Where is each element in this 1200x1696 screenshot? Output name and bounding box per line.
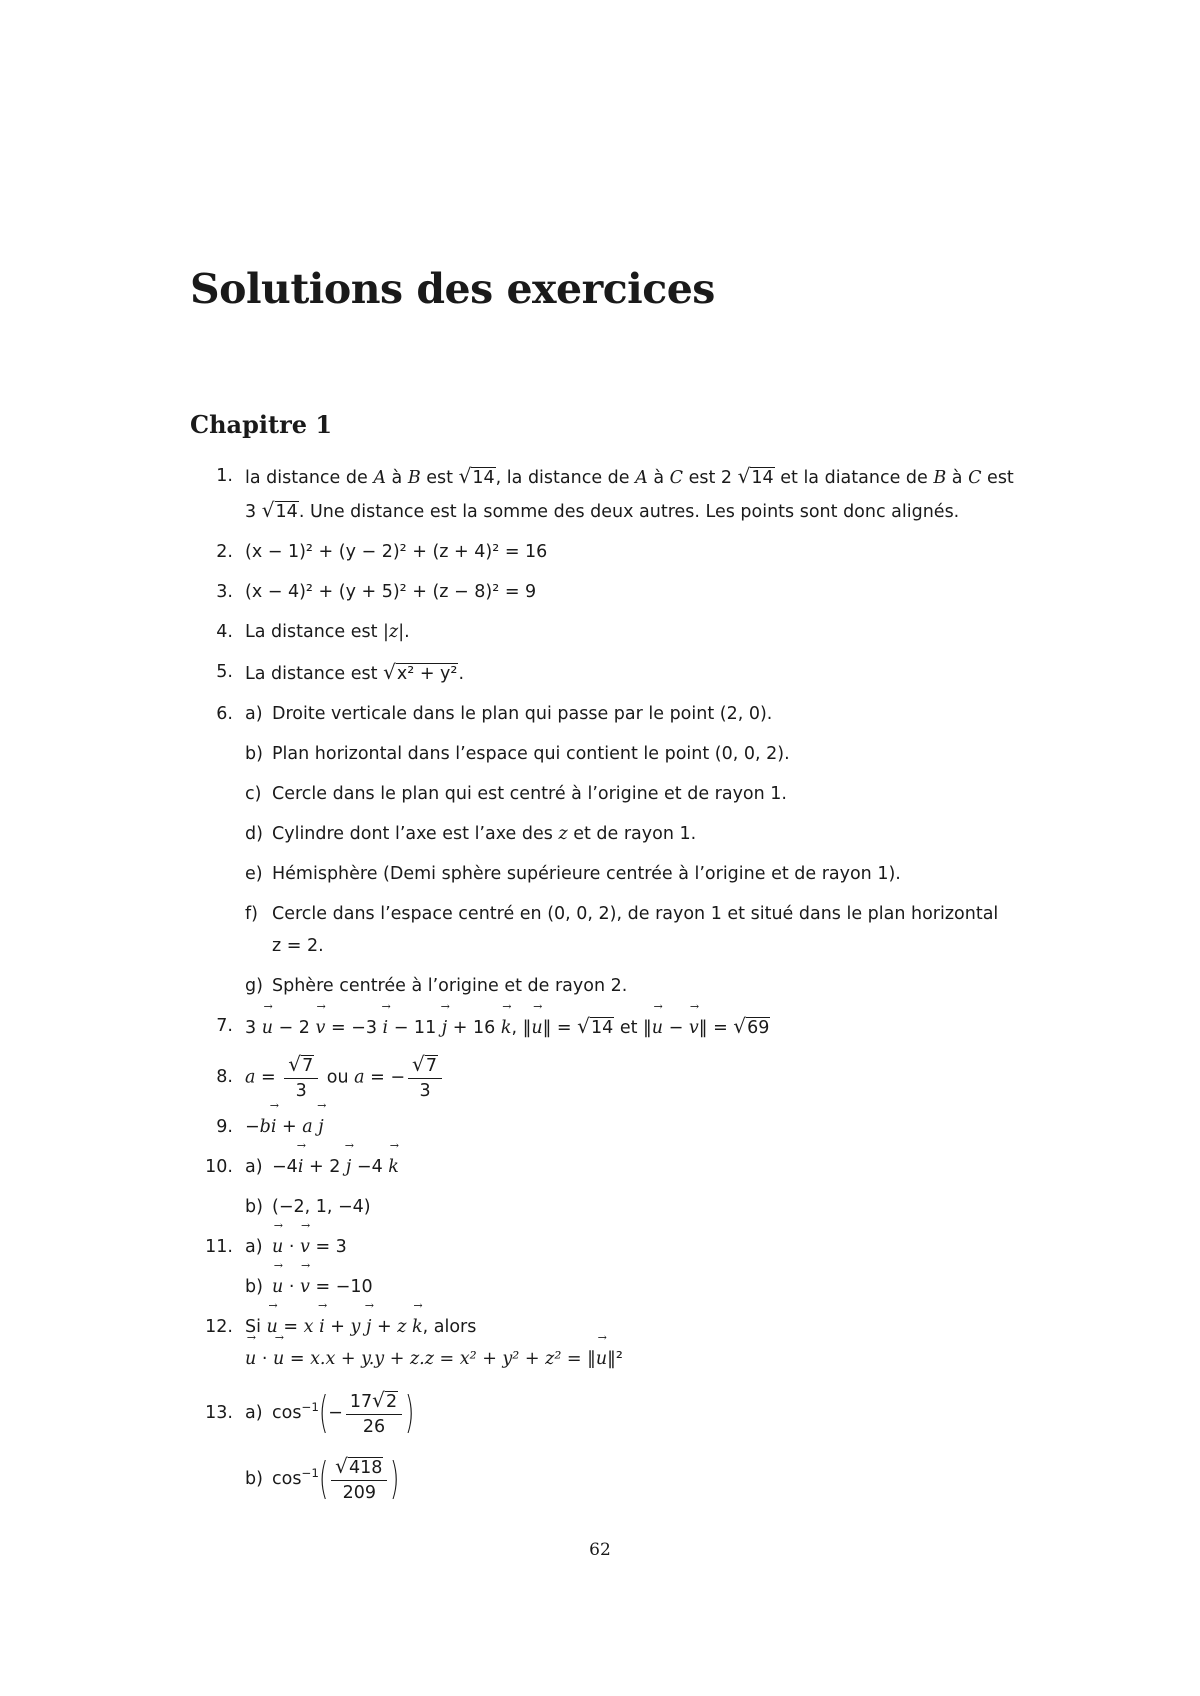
solution-12: 12. Si u → = x i → + y j → + z k →, alors u → · u → = x.x + y.y + z.z = x² + y² + z² = ‖u →‖² xyxy=(190,1311,1020,1375)
part-a: a) u → · v → = 3 xyxy=(245,1231,1020,1263)
part-a: a) Droite verticale dans le plan qui passe par le point (2, 0). xyxy=(245,704,773,724)
item-number: 1. xyxy=(216,466,233,486)
fraction: $\frac{17√2}{26}$ xyxy=(346,1388,402,1439)
sqrt: √69 xyxy=(733,1014,770,1038)
solution-13: 13. a) $\cos^{-1}(-$ $\frac{17√2}{26}$ ) b) $\cos^{-1}$( $\frac{√418}{209}$ ) xyxy=(190,1383,1020,1509)
sqrt: √14 xyxy=(261,498,298,522)
solution-2: 2. (x − 1)² + (y − 2)² + (z + 4)² = 16 xyxy=(216,542,548,562)
part-a: a) −4i → + 2 j → −4 k → xyxy=(245,1151,1020,1183)
solution-11: 11. a) u → · v → = 3 b) u → · v → = −10 xyxy=(190,1231,1020,1303)
part-b: b) u → · v → = −10 xyxy=(245,1271,1020,1303)
part-e: e) Hémisphère (Demi sphère supérieure centrée à l’origine et de rayon 1). xyxy=(245,864,901,884)
fraction: $\frac{√7}{3}$ xyxy=(284,1052,318,1103)
fraction: $\frac{√7}{3}$ xyxy=(408,1052,442,1103)
part-b: b) $\cos^{-1}$( $\frac{√418}{209}$ ) xyxy=(245,1453,400,1504)
solution-7: 7. 3 u → − 2 v → = −3 i → − 11 j → + 16 k →, ‖u →‖ = √14 et ‖u → − v →‖ = √69 xyxy=(190,1010,1020,1044)
solution-3: 3. (x − 4)² + (y + 5)² + (z − 8)² = 9 xyxy=(216,582,537,602)
part-a: a) $\cos^{-1}(-$ $\frac{17√2}{26}$ ) xyxy=(245,1387,415,1438)
equation: (x − 1)² + (y − 2)² + (z + 4)² = 16 xyxy=(245,542,548,562)
solutions-list xyxy=(190,460,1020,1517)
part-c: c) Cercle dans le plan qui est centré à l’origine et de rayon 1. xyxy=(245,784,787,804)
part-b: b) (−2, 1, −4) xyxy=(245,1197,371,1217)
solution-9: 9. −bi → + a j → xyxy=(190,1111,1020,1143)
page-title: Solutions des exercices xyxy=(190,265,715,313)
solution-8: 8. a = $\frac{√7}{3}$ ou a = − $\frac{√7}{3}$ xyxy=(190,1052,1020,1103)
sqrt: √x² + y² xyxy=(383,660,458,684)
part-f: f) Cercle dans l’espace centré en (0, 0, 2), de rayon 1 et situé dans le plan horizontal z = 2. xyxy=(245,904,999,956)
fraction: $\frac{√418}{209}$ xyxy=(331,1454,387,1505)
equation: (x − 4)² + (y + 5)² + (z − 8)² = 9 xyxy=(245,582,537,602)
part-b: b) Plan horizontal dans l’espace qui contient le point (0, 0, 2). xyxy=(245,744,790,764)
solution-5: 5. La distance est √x² + y². xyxy=(190,656,1020,690)
sqrt: √14 xyxy=(577,1014,614,1038)
solution-6: 6. a) Droite verticale dans le plan qui passe par le point (2, 0). b) Plan horizontal dans l’espace qui contient le point (0, 0, 2). c) Cercle dans le plan qui est centré à l’origine et de rayon 1. d) Cylindre dont l’axe est l’axe des z et de rayon 1. e) Hémisphère (Demi sphère supérieure centrée à l’origine et de rayon 1). f) Cercle dans l’espace centré en (0, 0, 2), de rayon 1 et situé dans le plan horizontal z = 2. g) Sphère centrée à l’origine et de rayon 2. xyxy=(190,698,1020,1002)
solution-1: 1. la distance de A à B est √14, la distance de A à C est 2 √14 et la diatance de B à C est 3 √14. Une distance est la somme des deux autres. Les points sont donc alignés. xyxy=(190,460,1020,528)
chapter-title: Chapitre 1 xyxy=(190,410,333,439)
part-d: d) Cylindre dont l’axe est l’axe des z et de rayon 1. xyxy=(245,824,697,844)
page-number: 62 xyxy=(589,1540,611,1560)
solution-10: 10. a) −4i → + 2 j → −4 k → b) (−2, 1, −4) xyxy=(190,1151,1020,1223)
part-g: g) Sphère centrée à l’origine et de rayon 2. xyxy=(245,976,628,996)
solution-4: 4. La distance est |z|. xyxy=(216,622,410,642)
sqrt: √14 xyxy=(458,464,495,488)
sqrt: √14 xyxy=(737,464,774,488)
